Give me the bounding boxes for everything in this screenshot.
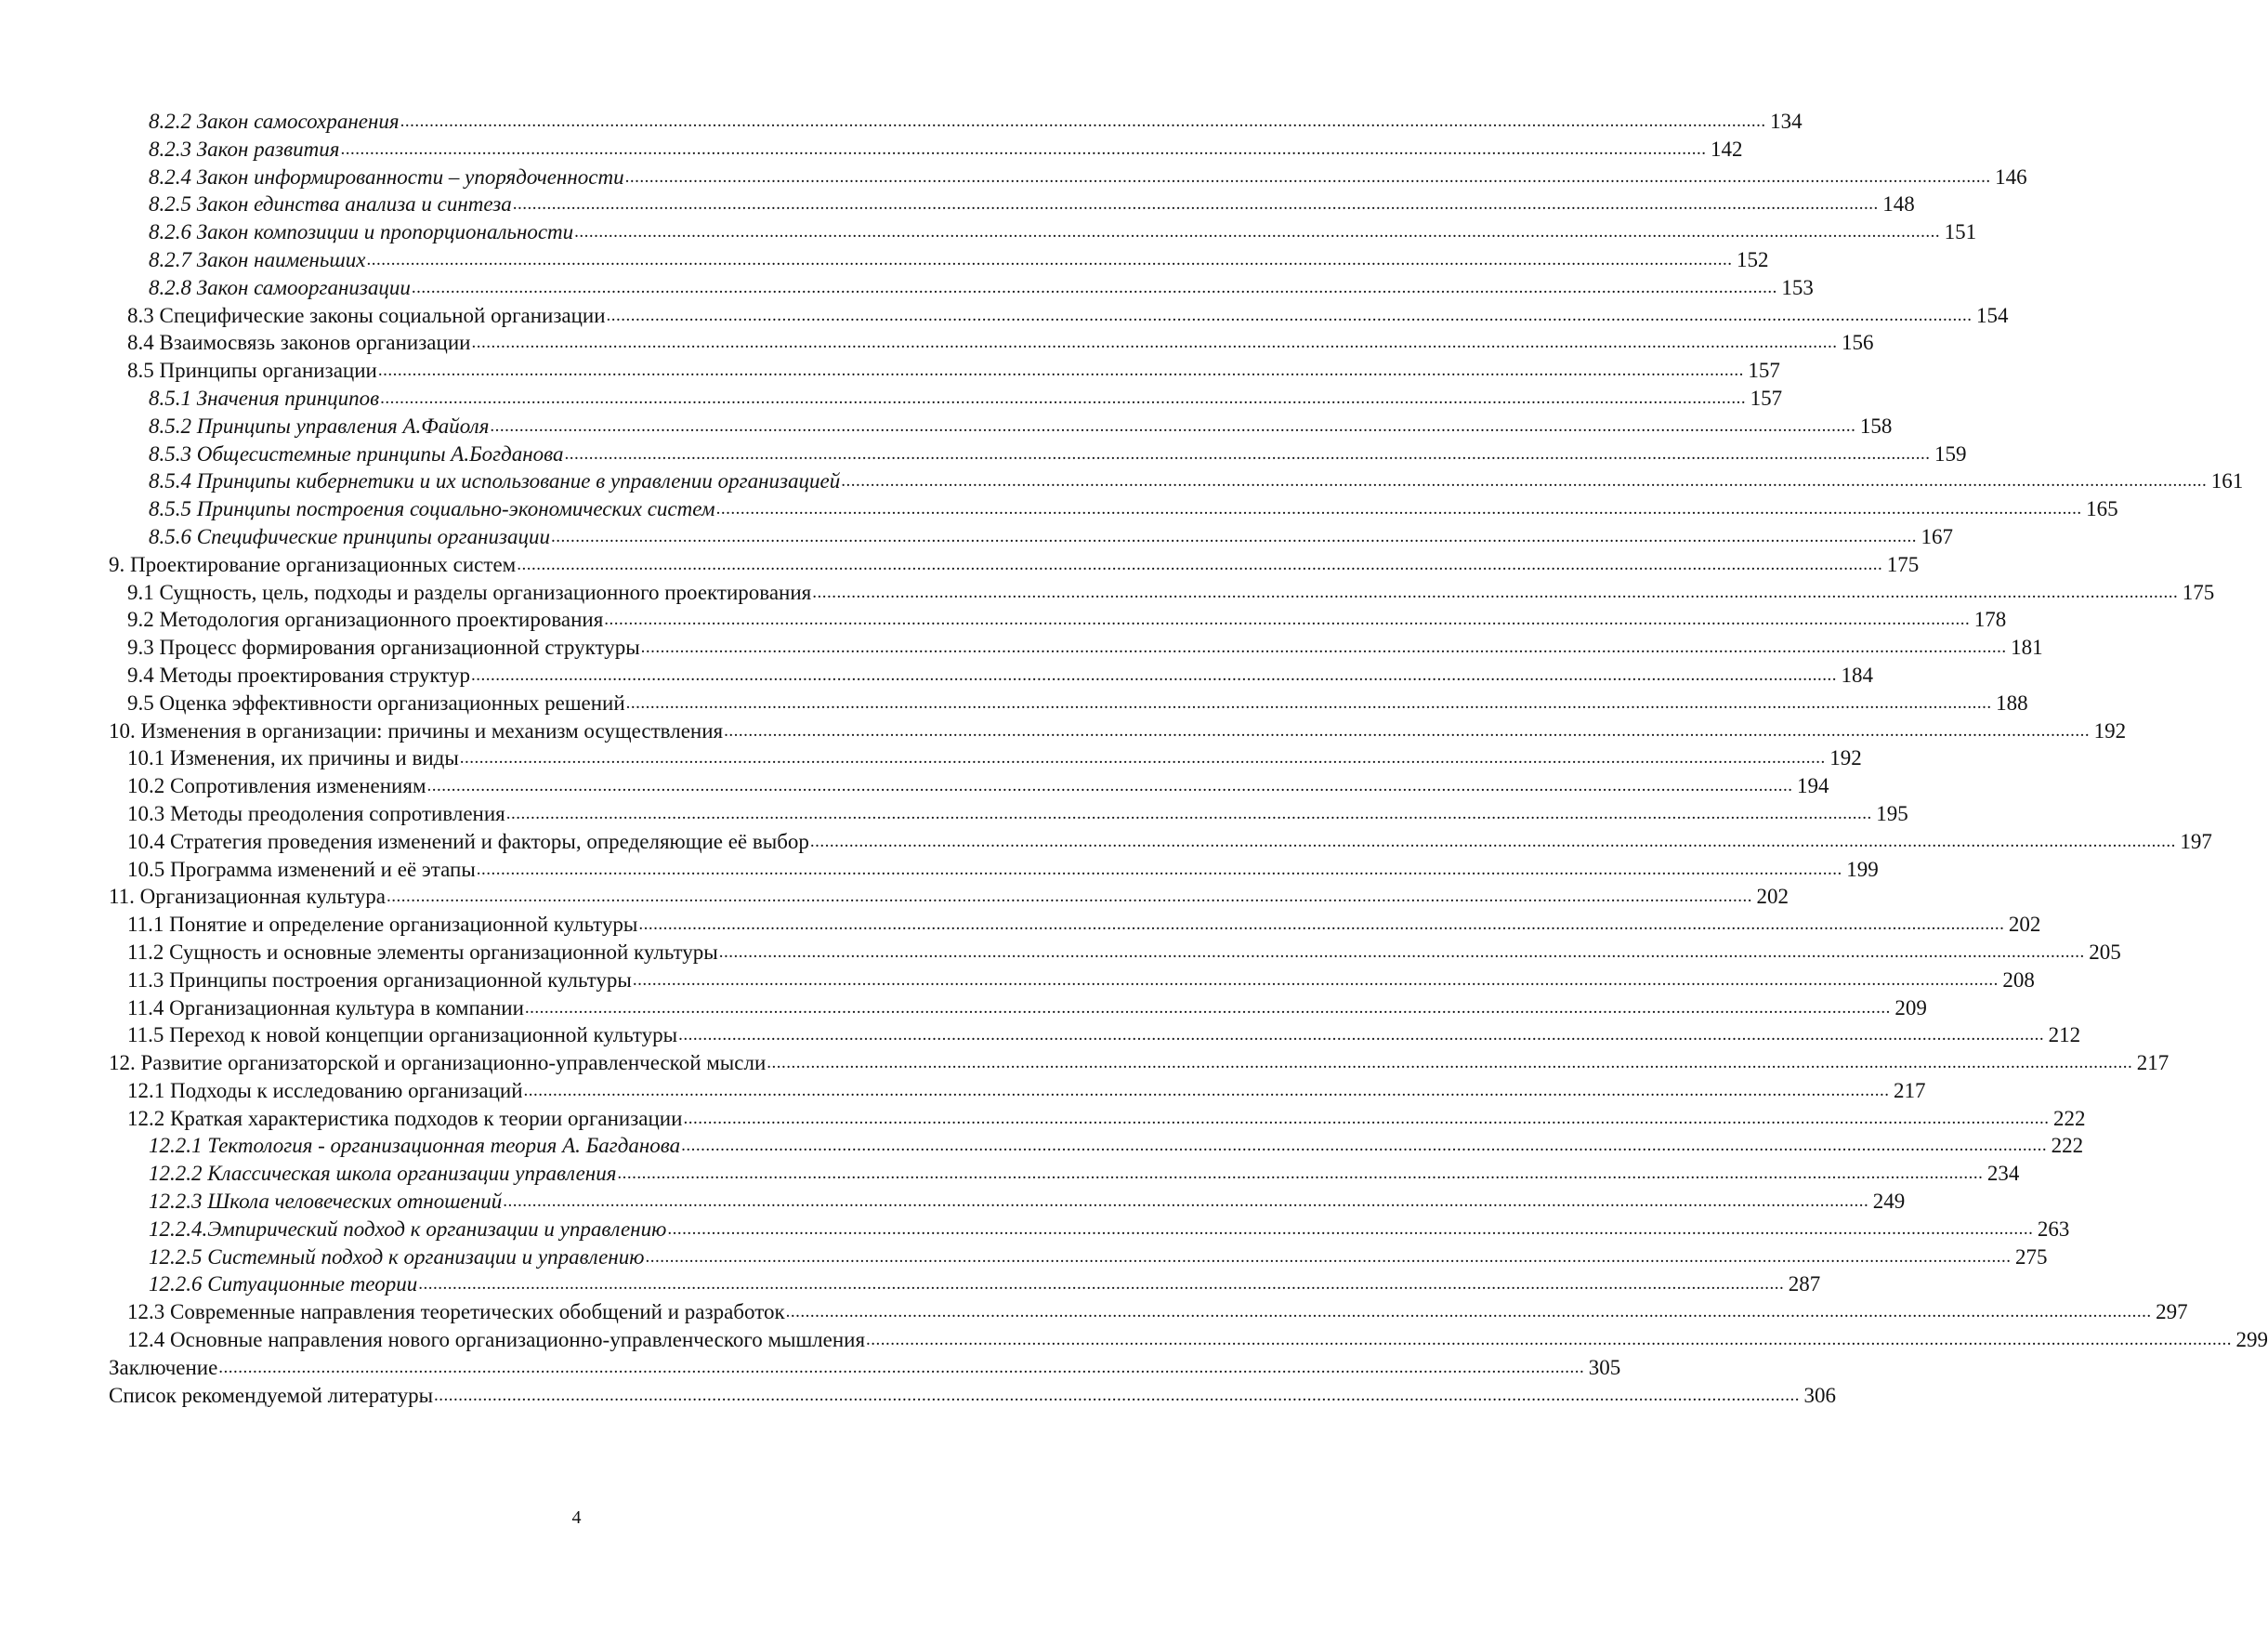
toc-dot-leader (667, 1216, 2033, 1243)
toc-entry-page: 209 (1894, 995, 1927, 1019)
toc-dot-leader (626, 690, 1992, 717)
toc-entry-title: 8.5 Принципы организации (127, 359, 377, 383)
toc-entry-title: 8.5.4 Принципы кибернетики и их использование в управлении организацией (149, 469, 841, 493)
toc-entry-title: 11.2 Сущность и основные элементы организационной культуры (127, 940, 718, 964)
toc-entry[interactable] (109, 1216, 2070, 1243)
toc-entry-title: 8.4 Взаимосвязь законов организации (127, 331, 471, 355)
toc-dot-leader (786, 1298, 2152, 1326)
toc-dot-leader (812, 579, 2178, 607)
toc-entry-title: 12.2.1 Тектология - организационная теория А. Багданова (149, 1134, 681, 1158)
toc-entry[interactable] (109, 1077, 1926, 1105)
toc-entry-title: 8.5.2 Принципы управления А.Файоля (149, 414, 490, 438)
page-number: 4 (571, 1507, 582, 1528)
toc-entry-page: 212 (2048, 1023, 2081, 1047)
toc-dot-leader (681, 1132, 2047, 1160)
toc-entry-title: 8.5.5 Принципы построения социально-экономических систем (149, 497, 715, 521)
toc-entry[interactable] (109, 606, 2007, 634)
toc-entry-title: 11.4 Организационная культура в компании (127, 995, 524, 1019)
toc-dot-leader (607, 302, 1973, 330)
toc-entry-page: 205 (2089, 940, 2121, 964)
toc-dot-leader (841, 467, 2207, 495)
toc-entry-title: 9.1 Сущность, цель, подходы и разделы организационного проектирования (127, 580, 812, 604)
toc-entry-title: 9.4 Методы проектирования структур (127, 663, 470, 687)
toc-entry-page: 222 (2051, 1134, 2084, 1158)
toc-entry-title: 9.5 Оценка эффективности организационных решений (127, 691, 625, 715)
toc-entry[interactable] (109, 467, 2244, 495)
toc-dot-leader (810, 828, 2176, 856)
toc-dot-leader (378, 357, 1744, 385)
toc-entry[interactable] (109, 690, 2028, 717)
toc-dot-leader (366, 246, 1732, 274)
toc-dot-leader (638, 911, 2004, 939)
toc-entry-page: 197 (2180, 829, 2212, 853)
toc-entry-page: 153 (1781, 275, 1814, 299)
toc-entry-page: 263 (2037, 1217, 2070, 1241)
toc-dot-leader (434, 1382, 1800, 1410)
toc-dot-leader (683, 1105, 2049, 1133)
toc-entry-title: 11.5 Переход к новой концепции организационной культуры (127, 1023, 678, 1047)
toc-entry-title: 9.3 Процесс формирования организационной структуры (127, 636, 640, 660)
toc-entry-title: 10.2 Сопротивления изменениям (127, 774, 426, 798)
toc-entry-title: 10. Изменения в организации: причины и механизм осуществления (109, 718, 724, 743)
toc-dot-leader (517, 551, 1882, 579)
toc-entry-page: 249 (1872, 1190, 1906, 1214)
toc-entry-page: 299 (2235, 1328, 2268, 1352)
toc-entry[interactable] (109, 1049, 2170, 1077)
toc-entry-page: 157 (1750, 386, 1783, 410)
toc-entry-page: 165 (2086, 497, 2118, 521)
toc-entry-page: 234 (1986, 1162, 2020, 1186)
toc-entry[interactable] (109, 1188, 1906, 1216)
toc-dot-leader (471, 329, 1837, 357)
toc-entry[interactable] (109, 1243, 2048, 1271)
toc-entry[interactable] (109, 800, 1908, 828)
toc-entry-title: 11. Организационная культура (109, 885, 386, 909)
toc-entry[interactable] (109, 136, 1743, 164)
toc-dot-leader (418, 1270, 1784, 1298)
toc-entry-title: 9.2 Методология организационного проектирования (127, 608, 604, 632)
toc-dot-leader (412, 274, 1777, 302)
toc-dot-leader (767, 1049, 2132, 1077)
toc-entry-title: 12.2.3 Школа человеческих отношений (149, 1190, 503, 1214)
toc-dot-leader (633, 967, 1999, 994)
toc-dot-leader (387, 883, 1752, 911)
toc-entry-page: 181 (2011, 636, 2043, 660)
toc-entry[interactable] (109, 634, 2043, 662)
toc-dot-leader (524, 1077, 1890, 1105)
toc-entry-page: 222 (2052, 1106, 2086, 1130)
toc-dot-leader (678, 1021, 2044, 1049)
toc-entry[interactable] (109, 1105, 2086, 1133)
toc-entry-title: 8.2.7 Закон наименьших (149, 247, 366, 271)
toc-entry-page: 167 (1921, 524, 1954, 548)
toc-entry-title: 8.2.4 Закон информированности – упорядоченности (149, 164, 624, 189)
toc-entry-title: 8.2.2 Закон самосохранения (149, 110, 400, 133)
toc-entry[interactable] (109, 1132, 2084, 1160)
toc-entry-page: 175 (1886, 552, 1920, 576)
toc-entry-title: 12.2.5 Системный подход к организации и управлению (149, 1244, 645, 1269)
toc-entry[interactable] (109, 274, 1814, 302)
toc-entry-page: 142 (1710, 137, 1743, 161)
toc-entry[interactable] (109, 108, 1803, 136)
toc-dot-leader (716, 495, 2082, 523)
toc-dot-leader (503, 1188, 1868, 1216)
toc-entry-title: 8.2.6 Закон композиции и пропорциональности (149, 220, 574, 244)
toc-entry[interactable] (109, 218, 1977, 246)
toc-dot-leader (490, 413, 1855, 441)
toc-entry-page: 156 (1841, 331, 1874, 355)
toc-dot-leader (574, 218, 1940, 246)
toc-dot-leader (617, 1160, 1983, 1188)
toc-entry-title: 8.2.3 Закон развития (149, 137, 340, 161)
toc-entry-page: 175 (2182, 580, 2215, 604)
toc-entry-page: 202 (2008, 913, 2041, 937)
toc-dot-leader (724, 717, 2090, 745)
toc-entry[interactable] (109, 579, 2215, 607)
toc-dot-leader (340, 136, 1706, 164)
toc-entry-page: 157 (1748, 359, 1780, 383)
toc-entry-title: 12. Развитие организаторской и организационно-управленческой мысли (109, 1051, 767, 1075)
toc-entry-title: 11.3 Принципы построения организационной культуры (127, 967, 632, 992)
toc-dot-leader (625, 164, 1991, 191)
toc-entry-page: 217 (2136, 1051, 2170, 1075)
toc-entry-page: 154 (1976, 303, 2009, 327)
toc-entry-title: 12.2.6 Ситуационные теории (149, 1272, 418, 1296)
toc-entry[interactable] (109, 994, 1927, 1022)
toc-entry[interactable] (109, 744, 1862, 772)
toc-dot-leader (604, 606, 1970, 634)
toc-entry-title: 9. Проектирование организационных систем (109, 552, 517, 576)
toc-entry-page: 192 (2093, 718, 2127, 743)
toc-entry[interactable] (109, 523, 1954, 551)
toc-entry-title: 8.2.5 Закон единства анализа и синтеза (149, 192, 512, 217)
toc-dot-leader (427, 772, 1793, 800)
toc-entry[interactable] (109, 385, 1783, 413)
toc-entry-page: 151 (1944, 220, 1977, 244)
toc-entry[interactable] (109, 495, 2118, 523)
toc-dot-leader (866, 1326, 2232, 1354)
toc-entry-page: 195 (1876, 801, 1908, 825)
toc-entry-page: 184 (1841, 663, 1873, 687)
toc-entry[interactable] (109, 164, 2027, 191)
toc-dot-leader (477, 856, 1842, 884)
toc-entry[interactable] (109, 662, 1873, 690)
toc-entry-title: Список рекомендуемой литературы (109, 1383, 434, 1407)
toc-dot-leader (646, 1243, 2012, 1271)
toc-entry-page: 178 (1973, 608, 2007, 632)
toc-entry-page: 194 (1797, 774, 1829, 798)
toc-entry[interactable] (109, 1326, 2268, 1354)
toc-dot-leader (380, 385, 1746, 413)
toc-entry[interactable] (109, 856, 1879, 884)
toc-entry-title: 12.1 Подходы к исследованию организаций (127, 1078, 523, 1102)
toc-entry-page: 199 (1846, 857, 1879, 881)
toc-dot-leader (551, 523, 1917, 551)
toc-entry-page: 217 (1894, 1078, 1926, 1102)
toc-entry-page: 158 (1859, 414, 1893, 438)
toc-entry-title: 8.3 Специфические законы социальной организации (127, 303, 606, 327)
toc-entry-title: 12.2.4.Эмпирический подход к организации и управлению (149, 1217, 667, 1241)
toc-entry[interactable] (109, 911, 2041, 939)
toc-entry-title: 12.2.2 Классическая школа организации управления (149, 1162, 617, 1186)
toc-entry-title: 8.5.1 Значения принципов (149, 386, 380, 410)
toc-dot-leader (565, 441, 1931, 468)
toc-entry-page: 188 (1996, 691, 2028, 715)
toc-entry[interactable] (109, 1160, 2020, 1188)
toc-dot-leader (460, 744, 1826, 772)
toc-dot-leader (506, 800, 1872, 828)
toc-entry-title: 8.5.3 Общесистемные принципы А.Богданова (149, 441, 564, 466)
toc-entry[interactable] (109, 1382, 1837, 1410)
toc-entry-title: 11.1 Понятие и определение организационной культуры (127, 913, 638, 937)
toc-entry[interactable] (109, 441, 1967, 468)
toc-entry-page: 305 (1588, 1355, 1621, 1379)
toc-entry-title: 12.4 Основные направления нового организационно-управленческого мышления (127, 1328, 866, 1352)
table-of-contents (109, 108, 2268, 1409)
toc-entry[interactable] (109, 302, 2009, 330)
toc-entry-page: 192 (1829, 746, 1862, 770)
toc-entry-page: 306 (1803, 1383, 1837, 1407)
toc-dot-leader (513, 191, 1879, 218)
toc-dot-leader (218, 1354, 1584, 1382)
toc-entry[interactable] (109, 191, 1915, 218)
toc-entry[interactable] (109, 329, 1874, 357)
toc-entry[interactable] (109, 1021, 2081, 1049)
toc-dot-leader (400, 108, 1766, 136)
toc-entry-page: 287 (1788, 1272, 1821, 1296)
toc-entry-page: 146 (1995, 164, 2027, 189)
toc-entry-title: 8.5.6 Специфические принципы организации (149, 524, 551, 548)
toc-entry[interactable] (109, 413, 1893, 441)
toc-dot-leader (641, 634, 2007, 662)
toc-entry[interactable] (109, 1354, 1621, 1382)
toc-entry[interactable] (109, 939, 2121, 967)
toc-entry-page: 275 (2015, 1244, 2048, 1269)
toc-entry-title: 8.2.8 Закон самоорганизации (149, 275, 411, 299)
toc-entry-page: 202 (1756, 885, 1789, 909)
toc-entry[interactable] (109, 828, 2212, 856)
toc-entry-title: 10.5 Программа изменений и её этапы (127, 857, 476, 881)
toc-entry[interactable] (109, 717, 2127, 745)
toc-entry-title: 12.3 Современные направления теоретических обобщений и разработок (127, 1300, 785, 1324)
toc-entry[interactable] (109, 1270, 1821, 1298)
toc-entry-title: 10.1 Изменения, их причины и виды (127, 746, 459, 770)
toc-entry-page: 297 (2156, 1300, 2188, 1324)
toc-entry-title: 10.3 Методы преодоления сопротивления (127, 801, 505, 825)
toc-entry[interactable] (109, 883, 1789, 911)
toc-entry-page: 134 (1770, 110, 1803, 133)
toc-entry-page: 159 (1934, 441, 1967, 466)
toc-dot-leader (719, 939, 2085, 967)
toc-entry[interactable] (109, 1298, 2188, 1326)
toc-entry[interactable] (109, 772, 1829, 800)
toc-dot-leader (471, 662, 1837, 690)
toc-entry[interactable] (109, 357, 1780, 385)
toc-entry-title: Заключение (109, 1355, 218, 1379)
toc-entry-page: 208 (2002, 967, 2035, 992)
toc-entry-title: 10.4 Стратегия проведения изменений и факторы, определяющие её выбор (127, 829, 809, 853)
toc-entry-page: 152 (1736, 247, 1769, 271)
toc-entry[interactable] (109, 967, 2035, 994)
toc-dot-leader (525, 994, 1891, 1022)
toc-entry-page: 161 (2210, 469, 2244, 493)
toc-entry[interactable] (109, 246, 1769, 274)
toc-entry-page: 148 (1882, 192, 1915, 217)
toc-entry-title: 12.2 Краткая характеристика подходов к теории организации (127, 1106, 683, 1130)
toc-entry[interactable] (109, 551, 1920, 579)
